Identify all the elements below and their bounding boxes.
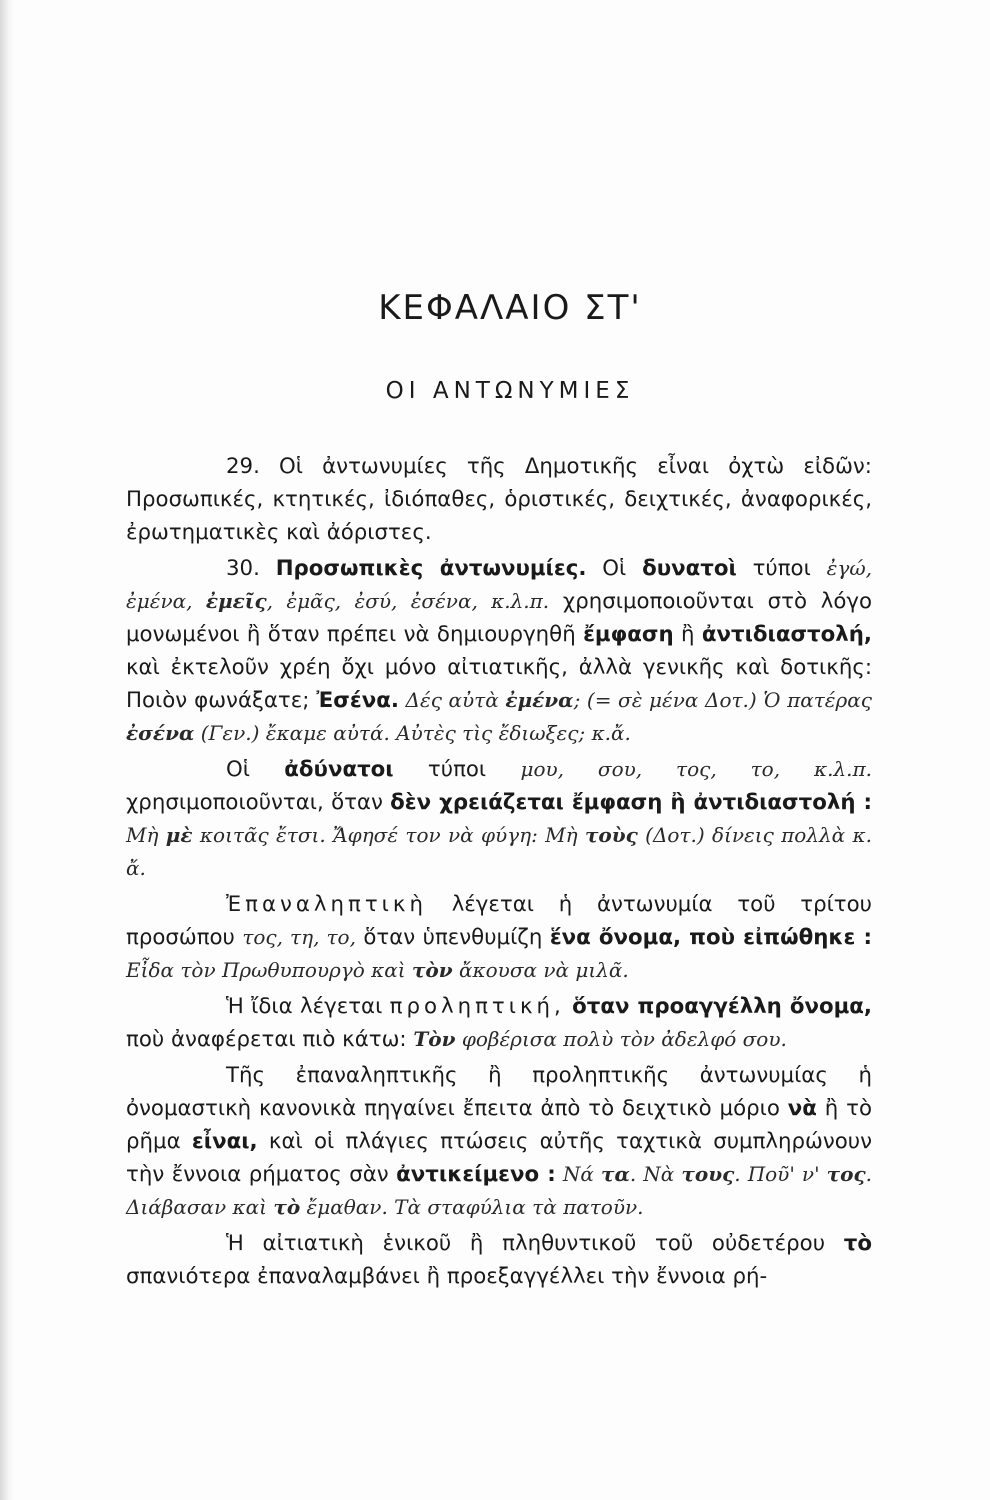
text-run: τύποι: [736, 556, 827, 581]
paragraph-text: Οἱ ἀντωνυμίες τῆς Δημοτικῆς εἶναι ὀχτὼ εἰδῶν: Προσωπικές, κτητικές, ἰδιόπαθες, ὁριστικές, δειχτικές, ἀναφορικές, ἐρωτηματικὲς καὶ ἀόριστες.: [126, 454, 872, 545]
example-run: . Ποῦ' ν': [734, 1162, 827, 1186]
paragraph-onomastiki: [126, 1059, 872, 1224]
example-bold: τὸν: [411, 958, 453, 982]
text-run: Οἱ: [226, 757, 285, 782]
text-run: χρησιμοποιοῦνται στὸ λόγο μονωμένοι ἢ ὅταν πρέπει νὰ δημιουργηθῆ: [126, 589, 872, 647]
bold-term: δυνατοὶ: [642, 556, 737, 581]
text-run: λέγεται ἡ ἀντωνυμία τοῦ τρίτου προσώπου: [126, 892, 872, 950]
chapter-title: ΚΕΦΑΛΑΙΟ ΣΤ': [378, 288, 642, 328]
page-body: [126, 450, 872, 1296]
example-run: Νά: [555, 1162, 601, 1186]
spaced-term: Ἐπαναληπτικὴ: [226, 892, 427, 917]
example-bold: ἐσένα: [126, 721, 195, 745]
example-run: . Διάβασαν καὶ: [126, 1162, 872, 1219]
text-run: Ἡ ἴδια λέγεται: [226, 994, 390, 1019]
example-bold: τος: [826, 1162, 866, 1186]
text-run: Τῆς ἐπαναληπτικῆς ἢ προληπτικῆς ἀντωνυμίας ἡ ὀνομαστικὴ κανονικὰ πηγαίνει ἔπειτα ἀπὸ τὸ δειχτικὸ μόριο: [126, 1063, 872, 1121]
bold-term: ἕνα ὄνομα, ποὺ εἰπώθηκε :: [549, 925, 872, 950]
bold-term: τὸ: [843, 1231, 872, 1256]
bold-term: ἀδύνατοι: [284, 757, 394, 782]
text-run: ὅταν ὑπενθυμίζη: [355, 925, 550, 950]
example-run: Εἶδα τὸν Πρωθυπουργὸ καὶ: [126, 958, 412, 982]
example-run: ; (= σὲ μένα Δοτ.) Ὁ πατέρας: [573, 688, 872, 712]
example-run: μου, σου, τος, το, κ.λ.π.: [520, 757, 873, 781]
spaced-term: προληπτική,: [389, 994, 565, 1019]
example-bold: τους: [681, 1162, 735, 1186]
example-bold: μὲ: [165, 823, 193, 847]
text-run: ἢ: [673, 622, 702, 647]
text-run: σπανιότερα ἐπαναλαμβάνει ἢ προεξαγγέλλει τὴν ἔννοια ρή-: [126, 1264, 768, 1289]
example-run: ἔμαθαν. Τὰ σταφύλια τὰ πατοῦν.: [300, 1195, 644, 1219]
paragraph-epanaliptiki: [126, 888, 872, 987]
example-run: τος, τη, το,: [242, 925, 356, 949]
example-run: κοιτᾶς ἔτσι. Ἄφησέ τον νὰ φύγη: Μὴ: [192, 823, 585, 847]
paragraph-number: 30.: [226, 556, 260, 581]
example-run: ἐγώ, ἐμένα,: [126, 556, 872, 613]
paragraph-30: [126, 552, 872, 750]
example-run: Δές αὐτὰ: [398, 688, 506, 712]
example-run: (Γεν.) ἔκαμε αὐτά. Αὐτὲς τὶς ἔδιωξες; κ.ἄ.: [194, 721, 631, 745]
bold-term: ἔμφαση: [583, 622, 674, 647]
text-run: ποὺ ἀναφέρεται πιὸ κάτω:: [126, 1027, 414, 1052]
example-bold: Τὸν: [413, 1027, 456, 1051]
example-bold: τὸ: [273, 1195, 301, 1219]
example-run: φοβέρισα πολὺ τὸν ἀδελφό σου.: [455, 1027, 787, 1051]
paragraph-weak-forms: [126, 753, 872, 885]
text-run: χρησιμοποιοῦνται, ὅταν: [126, 790, 391, 815]
bold-term: ὅταν προαγγέλλη ὄνομα,: [572, 994, 872, 1019]
text-run: Οἱ: [586, 556, 643, 581]
example-run: . Νὰ: [629, 1162, 682, 1186]
bold-term: δὲν χρειάζεται ἔμφαση ἢ ἀντιδιαστολή :: [390, 790, 872, 815]
example-bold: τοὺς: [584, 823, 638, 847]
example-run: Μὴ: [126, 823, 166, 847]
bold-term: ἀντιδιαστολή,: [701, 622, 872, 647]
bold-term: ἀντικείμενο :: [396, 1162, 556, 1187]
text-run: καὶ ἐκτελοῦν χρέη ὄχι μόνο αἰτιατικῆς, ἀλλὰ γενικῆς καὶ δοτικῆς: Ποιὸν φωνάξατε;: [126, 655, 872, 713]
example-run: (Δοτ.) δίνεις πολλὰ κ. ἄ.: [126, 823, 872, 880]
paragraph-number: 29.: [226, 454, 260, 479]
paragraph-proliptiki: [126, 990, 872, 1056]
bold-term: εἶναι,: [191, 1129, 258, 1154]
section-title: ΟΙ ΑΝΤΩΝΥΜΙΕΣ: [385, 378, 635, 404]
text-run: Ἡ αἰτιατικὴ ἑνικοῦ ἢ πληθυντικοῦ τοῦ οὐδετέρου: [226, 1231, 844, 1256]
text-run: καὶ οἱ πλάγιες πτώσεις αὐτῆς ταχτικὰ συμπληρώνουν τὴν ἔννοια ρήματος σὰν: [126, 1129, 873, 1187]
example-bold: ἐμένα: [505, 688, 574, 712]
example-run: ἄκουσα νὰ μιλᾶ.: [452, 958, 629, 982]
paragraph-29: [126, 450, 872, 549]
heading-term: Προσωπικὲς ἀντωνυμίες.: [275, 556, 587, 581]
text-run: τύποι: [393, 757, 521, 782]
paragraph-aitiatiki: [126, 1227, 872, 1293]
text-run: ἢ τὸ ρῆμα: [126, 1096, 873, 1154]
bold-term: νὰ: [787, 1096, 817, 1121]
example-bold: ἐμεῖς: [205, 589, 267, 613]
example-bold: τα: [601, 1162, 630, 1186]
example-run: , ἐμᾶς, ἐσύ, ἐσένα, κ.λ.π.: [266, 589, 550, 613]
bold-term: Ἐσένα.: [316, 688, 399, 713]
